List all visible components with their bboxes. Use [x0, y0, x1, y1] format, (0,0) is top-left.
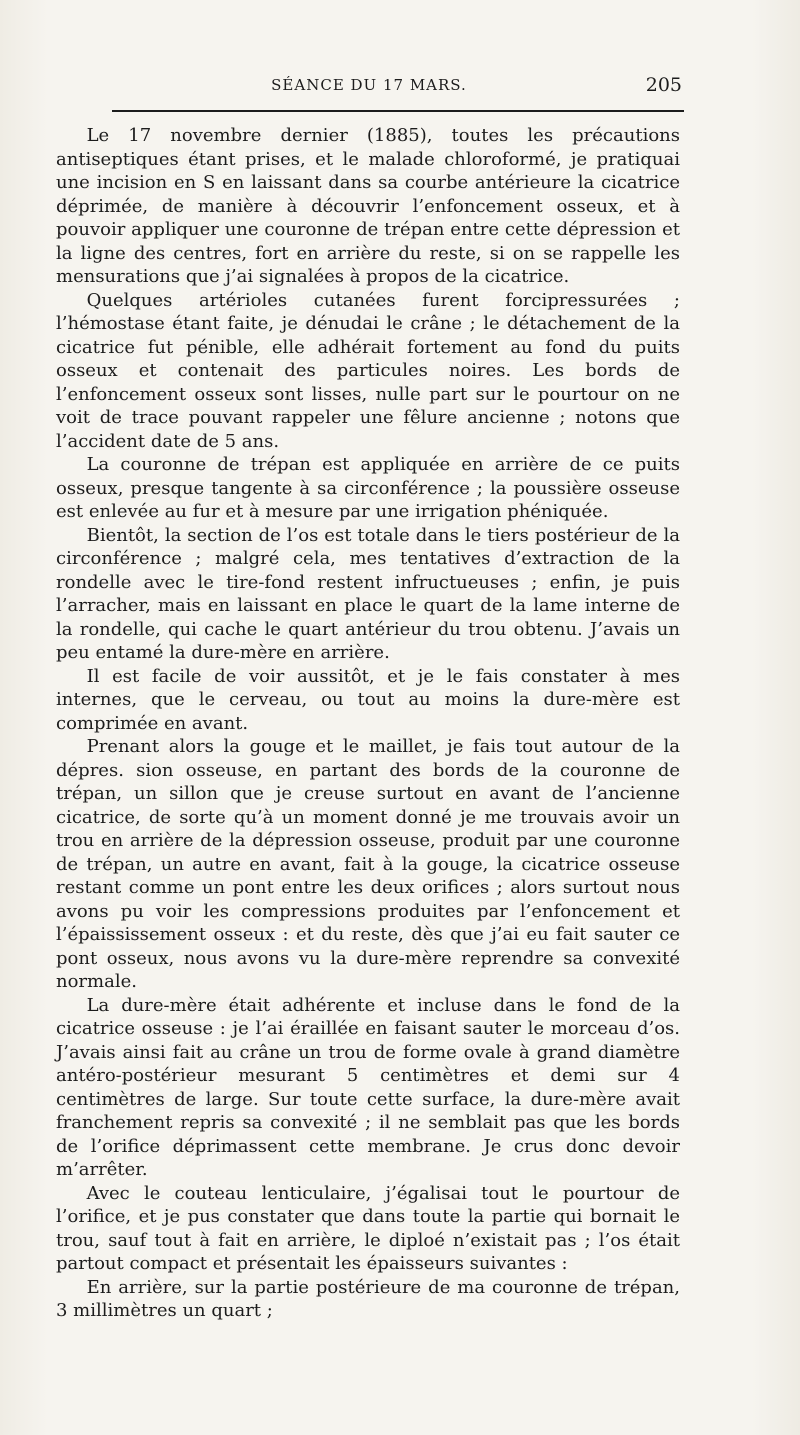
text-body — [56, 124, 680, 1323]
page-number: 205 — [645, 74, 682, 96]
paragraph: Bientôt, la section de l’os est totale dans le tiers postérieur de la circonférence ; malgré cela, mes tentatives d’extraction de la rondelle avec le tire-fond restent infructueuses ; enfin, je puis l’arracher, mais en laissant en place le quart de la lame interne de la rondelle, qui cache le quart antérieur du trou obtenu. J’avais un peu entamé la dure-mère en arrière. — [56, 524, 680, 663]
header-rule — [112, 110, 684, 112]
paragraph: Prenant alors la gouge et le maillet, je fais tout autour de la dépres. sion osseuse, en partant des bords de la couronne de trépan, un sillon que je creuse surtout en avant de l’ancienne cicatrice, de sorte qu’à un moment donné je me trouvais avoir un trou en arrière de la dépression osseuse, produit par une couronne de trépan, un autre en avant, fait à la gouge, la cicatrice osseuse restant comme un pont entre les deux orifices ; alors surtout nous avons pu voir les compressions produites par l’enfoncement et l’épaississement osseux : et du reste, dès que j’ai eu fait sauter ce pont osseux, nous avons vu la dure-mère reprendre sa convexité normale. — [56, 736, 680, 992]
paragraph: Il est facile de voir aussitôt, et je le fais constater à mes internes, que le cerveau, ou tout au moins la dure-mère est comprimée en avant. — [56, 665, 680, 734]
paragraph: Le 17 novembre dernier (1885), toutes les précautions antiseptiques étant prises, et le malade chloroformé, je pratiquai une incision en S en laissant dans sa courbe antérieure la cicatrice déprimée, de manière à découvrir l’enfoncement osseux, et à pouvoir appliquer une couronne de trépan entre cette dépression et la ligne des centres, fort en arrière du reste, si on se rappelle les mensurations que j’ai signalées à propos de la cicatrice. — [56, 125, 680, 287]
running-title: SÉANCE DU 17 MARS. — [271, 76, 467, 94]
paragraph: Quelques artérioles cutanées furent forcipressurées ; l’hémostase étant faite, je dénudai le crâne ; le détachement de la cicatrice fut pénible, elle adhérait fortement au fond du puits osseux et contenait des particules noires. Les bords de l’enfoncement osseux sont lisses, nulle part sur le pourtour on ne voit de trace pouvant rappeler une fêlure ancienne ; notons que l’accident date de 5 ans. — [56, 289, 680, 452]
paragraph: Avec le couteau lenticulaire, j’égalisai tout le pourtour de l’orifice, et je pus constater que dans toute la partie qui bornait le trou, sauf tout à fait en arrière, le diploé n’existait pas ; l’os était partout compact et présentait les épaisseurs suivantes : — [56, 1182, 680, 1274]
paragraph: La couronne de trépan est appliquée en arrière de ce puits osseux, presque tangente à sa circonférence ; la poussière osseuse est enlevée au fur et à mesure par une irrigation phéniquée. — [56, 454, 680, 522]
paragraph: En arrière, sur la partie postérieure de ma couronne de trépan, 3 millimètres un quart ; — [56, 1276, 680, 1321]
paragraph: La dure-mère était adhérente et incluse dans le fond de la cicatrice osseuse : je l’ai éraillée en faisant sauter le morceau d’os. J’avais ainsi fait au crâne un trou de forme ovale à grand diamètre antéro-postérieur mesurant 5 centimètres et demi sur 4 centimètres de large. Sur toute cette surface, la dure-mère avait franchement repris sa convexité ; il ne semblait pas que les bords de l’orifice déprimassent cette membrane. Je crus donc devoir m’arrêter. — [56, 994, 680, 1180]
running-head — [56, 74, 682, 98]
